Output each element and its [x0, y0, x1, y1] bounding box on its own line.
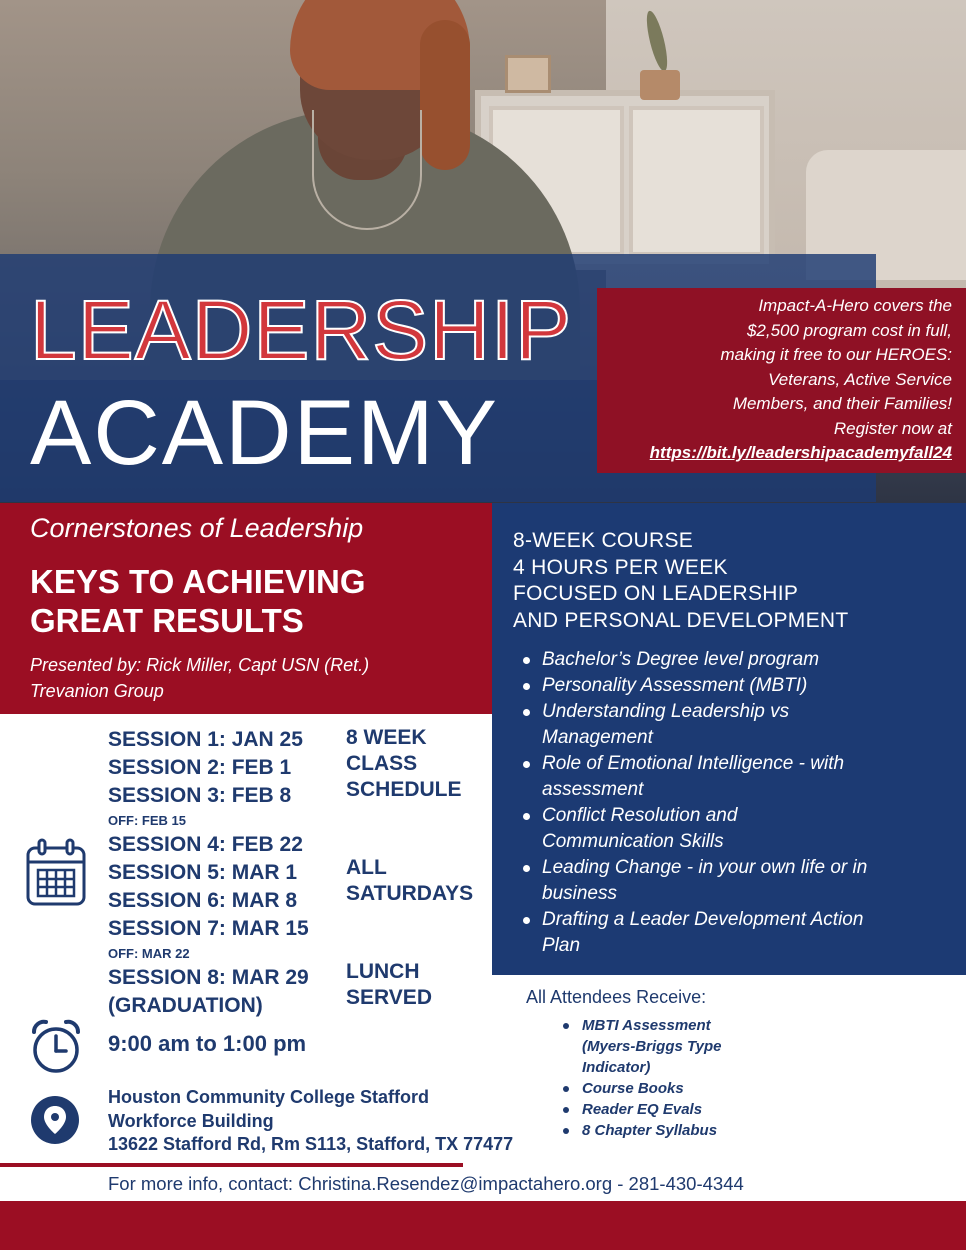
promo-line: making it free to our HEROES:: [720, 345, 952, 364]
promo-line: Register now at: [833, 418, 952, 438]
week-schedule-label: [346, 725, 462, 803]
promo-box: [597, 288, 966, 473]
topic-item: Bachelor’s Degree level program: [520, 647, 870, 673]
session-item: SESSION 5: MAR 1: [108, 861, 298, 884]
course-summary-line: 8-WEEK COURSE: [513, 529, 694, 552]
attendee-item: MBTI Assessment (Myers-Briggs Type Indicator): [560, 1015, 760, 1078]
divider: [0, 1163, 463, 1167]
attendee-item: Reader EQ Evals: [560, 1099, 760, 1120]
location-line: 13622 Stafford Rd, Rm S113, Stafford, TX 77477: [108, 1134, 514, 1154]
footer-bar: [0, 1201, 966, 1250]
topic-item: Drafting a Leader Development Action Plan: [520, 907, 870, 959]
presenter-line: Presented by: Rick Miller, Capt USN (Ret.): [30, 655, 370, 675]
topic-item: Role of Emotional Intelligence - with assessment: [520, 751, 870, 803]
session-item: SESSION 3: FEB 8: [108, 784, 292, 807]
class-time: 9:00 am to 1:00 pm: [108, 1031, 307, 1056]
session-item: (GRADUATION): [108, 994, 263, 1017]
session-item: SESSION 6: MAR 8: [108, 889, 298, 912]
week-schedule-line: 8 WEEK: [346, 726, 427, 749]
week-schedule-line: SCHEDULE: [346, 778, 462, 801]
course-summary: [513, 528, 849, 634]
session-item: SESSION 1: JAN 25: [108, 728, 303, 751]
location-address: [108, 1086, 513, 1157]
register-link[interactable]: https://bit.ly/leadershipacademyfall24: [649, 443, 952, 462]
lunch-label: [346, 959, 432, 1011]
week-schedule-line: CLASS: [346, 752, 418, 775]
lunch-line: LUNCH: [346, 960, 420, 983]
topic-item: Personality Assessment (MBTI): [520, 673, 870, 699]
session-item: SESSION 8: MAR 29: [108, 966, 309, 989]
session-item: SESSION 2: FEB 1: [108, 756, 292, 779]
lunch-line: SERVED: [346, 986, 432, 1009]
title-academy: ACADEMY: [30, 382, 499, 484]
course-summary-line: FOCUSED ON LEADERSHIP: [513, 582, 799, 605]
off-week: OFF: MAR 22: [108, 946, 190, 961]
session-list: [108, 726, 309, 1020]
location-line: Houston Community College Stafford: [108, 1087, 429, 1107]
course-summary-line: AND PERSONAL DEVELOPMENT: [513, 608, 849, 632]
attendee-item: Course Books: [560, 1078, 760, 1099]
location-line: Workforce Building: [108, 1110, 274, 1131]
alarm-clock-icon: [30, 1018, 82, 1076]
session-item: SESSION 4: FEB 22: [108, 833, 303, 856]
course-heading-line: GREAT RESULTS: [30, 602, 304, 639]
promo-line: Impact-A-Hero covers the: [758, 296, 952, 315]
promo-line: $2,500 program cost in full,: [746, 320, 952, 340]
course-heading-line: KEYS TO ACHIEVING: [30, 563, 366, 600]
topic-item: Understanding Leadership vs Management: [520, 699, 870, 751]
course-heading: [30, 562, 366, 640]
course-subtitle: Cornerstones of Leadership: [30, 513, 364, 543]
presenter-line: Trevanion Group: [30, 681, 164, 701]
days-line: SATURDAYS: [346, 882, 474, 905]
attendees-heading: All Attendees Receive:: [526, 987, 707, 1007]
topic-item: Leading Change - in your own life or in business: [520, 855, 870, 907]
course-summary-line: 4 HOURS PER WEEK: [513, 555, 728, 579]
promo-line: Members, and their Families!: [732, 394, 952, 413]
location-pin-icon: [30, 1095, 80, 1145]
attendees-list: [560, 1015, 760, 1141]
session-item: SESSION 7: MAR 15: [108, 917, 309, 940]
days-label: [346, 855, 473, 907]
off-week: OFF: FEB 15: [108, 813, 187, 828]
calendar-icon: [25, 838, 87, 908]
topic-item: Conflict Resolution and Communication Skills: [520, 803, 870, 855]
topic-list: [520, 647, 870, 959]
attendee-item: 8 Chapter Syllabus: [560, 1120, 760, 1141]
contact-info: For more info, contact: Christina.Resendez@impactahero.org - 281-430-4344: [108, 1173, 744, 1194]
presenter: [30, 652, 369, 704]
promo-line: Veterans, Active Service: [768, 369, 952, 389]
days-line: ALL: [346, 856, 387, 879]
title-leadership: LEADERSHIP: [30, 283, 573, 377]
